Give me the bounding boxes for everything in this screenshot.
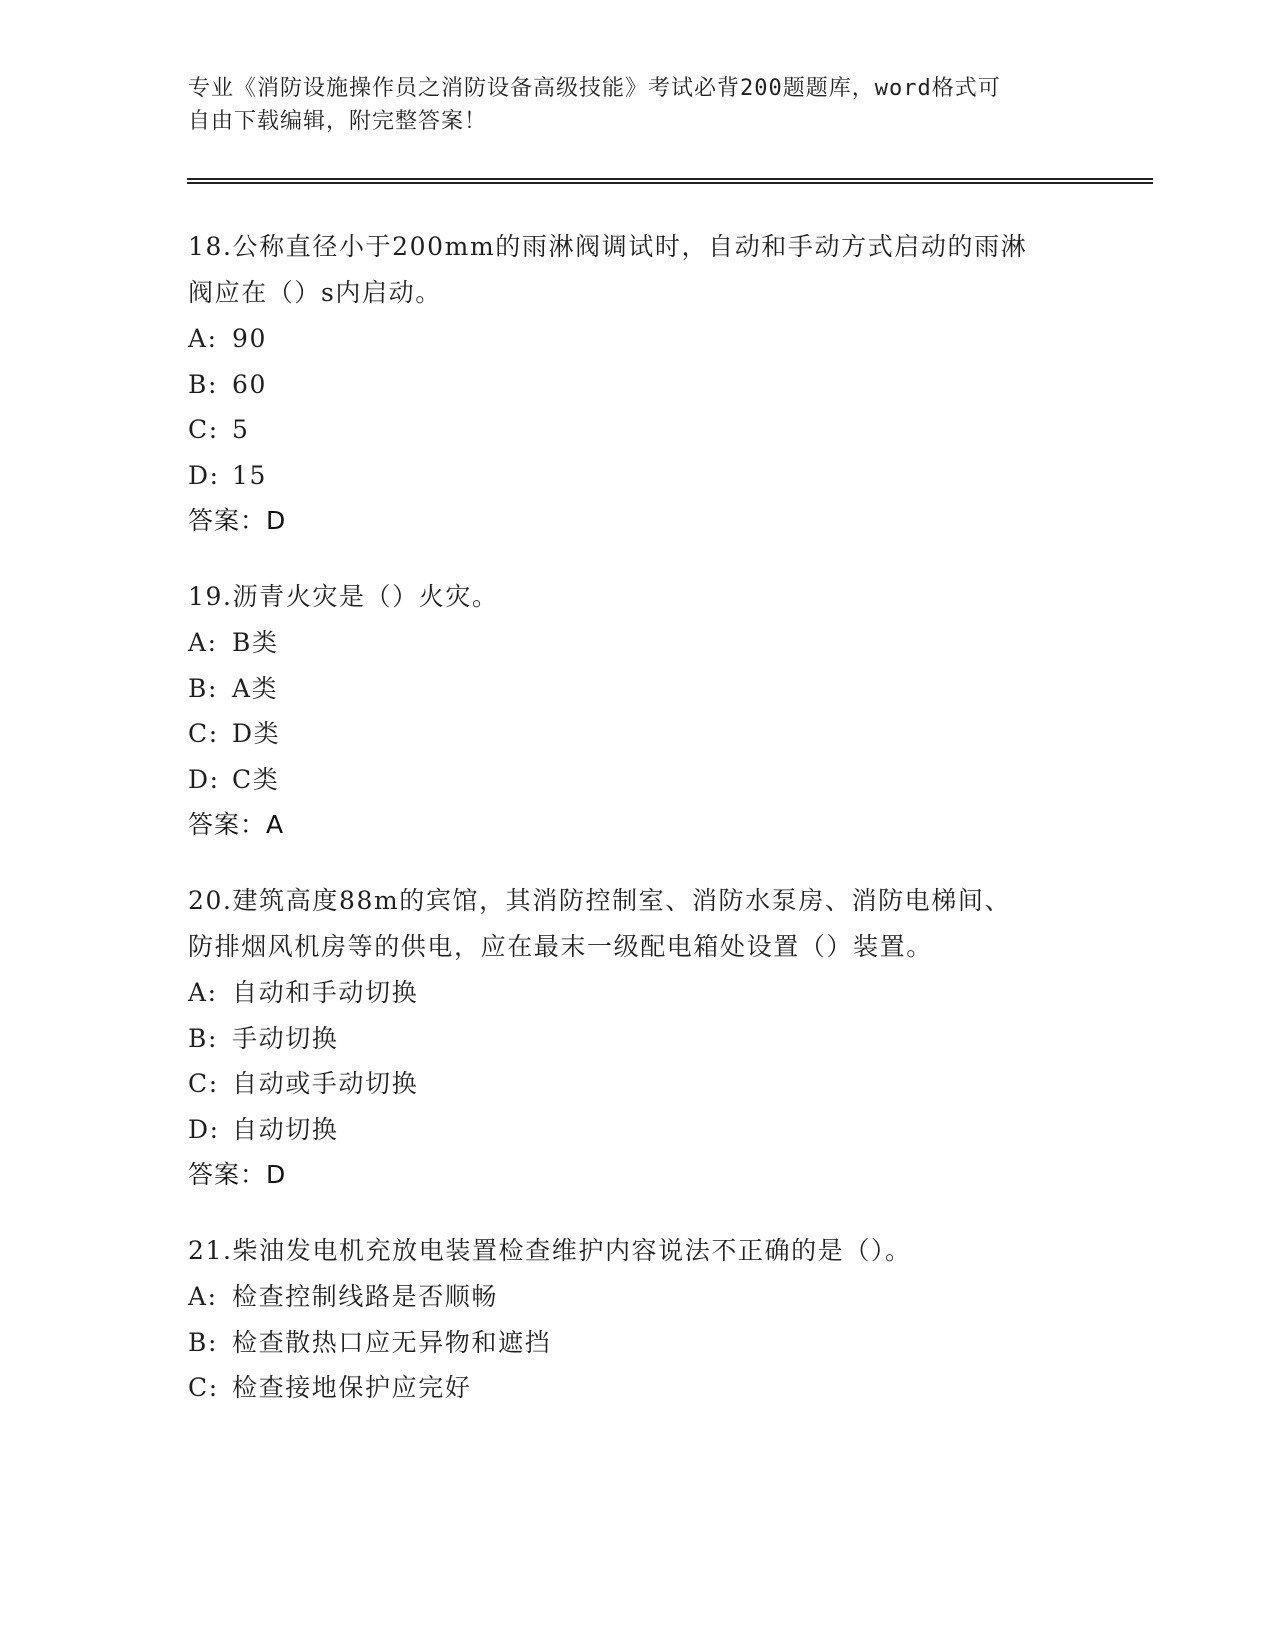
option-label: B: — [188, 673, 218, 703]
option-a — [188, 1274, 1088, 1320]
header-divider — [187, 178, 1153, 184]
option-text: 60 — [232, 369, 268, 399]
option-c — [188, 1061, 1088, 1107]
option-label: B: — [188, 1023, 218, 1053]
question-stem — [188, 224, 1088, 316]
option-label: A: — [188, 978, 218, 1007]
header-line-1: 专业《消防设施操作员之消防设备高级技能》考试必背200题题库，word格式可 — [188, 76, 1001, 101]
option-b — [188, 1016, 1088, 1062]
answer: 答案：A — [188, 810, 285, 839]
option-text: 90 — [232, 324, 268, 353]
header-line-2: 自由下载编辑，附完整答案！ — [188, 109, 488, 134]
option-b — [188, 362, 1088, 408]
option-label: D: — [188, 764, 220, 794]
option-label: C: — [188, 1373, 219, 1402]
question-stem-line: 20.建筑高度88m的宾馆，其消防控制室、消防水泵房、消防电梯间、 — [188, 886, 1012, 915]
option-label: A: — [188, 324, 218, 353]
option-d — [188, 1107, 1088, 1153]
option-label: C: — [188, 1069, 219, 1098]
question-stem-line: 18.公称直径小于200mm的雨淋阀调试时，自动和手动方式启动的雨淋 — [188, 232, 1028, 261]
answer: 答案：D — [188, 506, 287, 535]
option-text: 自动和手动切换 — [232, 978, 419, 1007]
option-b — [188, 1320, 1088, 1366]
option-text: 检查控制线路是否顺畅 — [232, 1282, 499, 1311]
option-a — [188, 620, 1088, 666]
document-header — [188, 72, 1068, 138]
question-18 — [188, 224, 1088, 544]
question-19 — [188, 574, 1088, 848]
option-a — [188, 970, 1088, 1016]
question-21 — [188, 1228, 1088, 1411]
question-stem-line: 防排烟风机房等的供电，应在最末一级配电箱处设置（）装置。 — [188, 932, 933, 961]
question-stem — [188, 1228, 1088, 1274]
question-stem — [188, 574, 1088, 620]
option-text: D类 — [232, 719, 281, 748]
option-c — [188, 1365, 1088, 1411]
option-b — [188, 666, 1088, 712]
question-20 — [188, 878, 1088, 1198]
option-text: 检查接地保护应完好 — [232, 1373, 472, 1402]
option-label: B: — [188, 369, 218, 399]
option-d — [188, 453, 1088, 499]
option-label: D: — [188, 1114, 220, 1144]
option-text: 15 — [232, 460, 268, 490]
option-text: C类 — [232, 764, 280, 794]
answer: 答案：D — [188, 1160, 287, 1189]
question-stem-line: 21.柴油发电机充放电装置检查维护内容说法不正确的是（）。 — [188, 1236, 912, 1265]
option-label: B: — [188, 1327, 218, 1357]
option-text: 手动切换 — [232, 1023, 339, 1053]
option-text: 自动或手动切换 — [232, 1069, 419, 1098]
option-label: A: — [188, 628, 218, 657]
option-label: C: — [188, 415, 219, 444]
option-label: C: — [188, 719, 219, 748]
option-label: D: — [188, 460, 220, 490]
option-text: 检查散热口应无异物和遮挡 — [232, 1327, 552, 1357]
option-c — [188, 711, 1088, 757]
option-text: 自动切换 — [232, 1114, 339, 1144]
option-c — [188, 407, 1088, 453]
option-text: A类 — [232, 673, 279, 703]
option-label: A: — [188, 1282, 218, 1311]
question-stem-line: 19.沥青火灾是（）火灾。 — [188, 582, 499, 611]
option-a — [188, 316, 1088, 362]
option-text: 5 — [232, 415, 250, 444]
option-d — [188, 757, 1088, 803]
option-text: B类 — [232, 628, 279, 657]
question-stem — [188, 878, 1088, 970]
question-stem-line: 阀应在（）s内启动。 — [188, 278, 442, 307]
